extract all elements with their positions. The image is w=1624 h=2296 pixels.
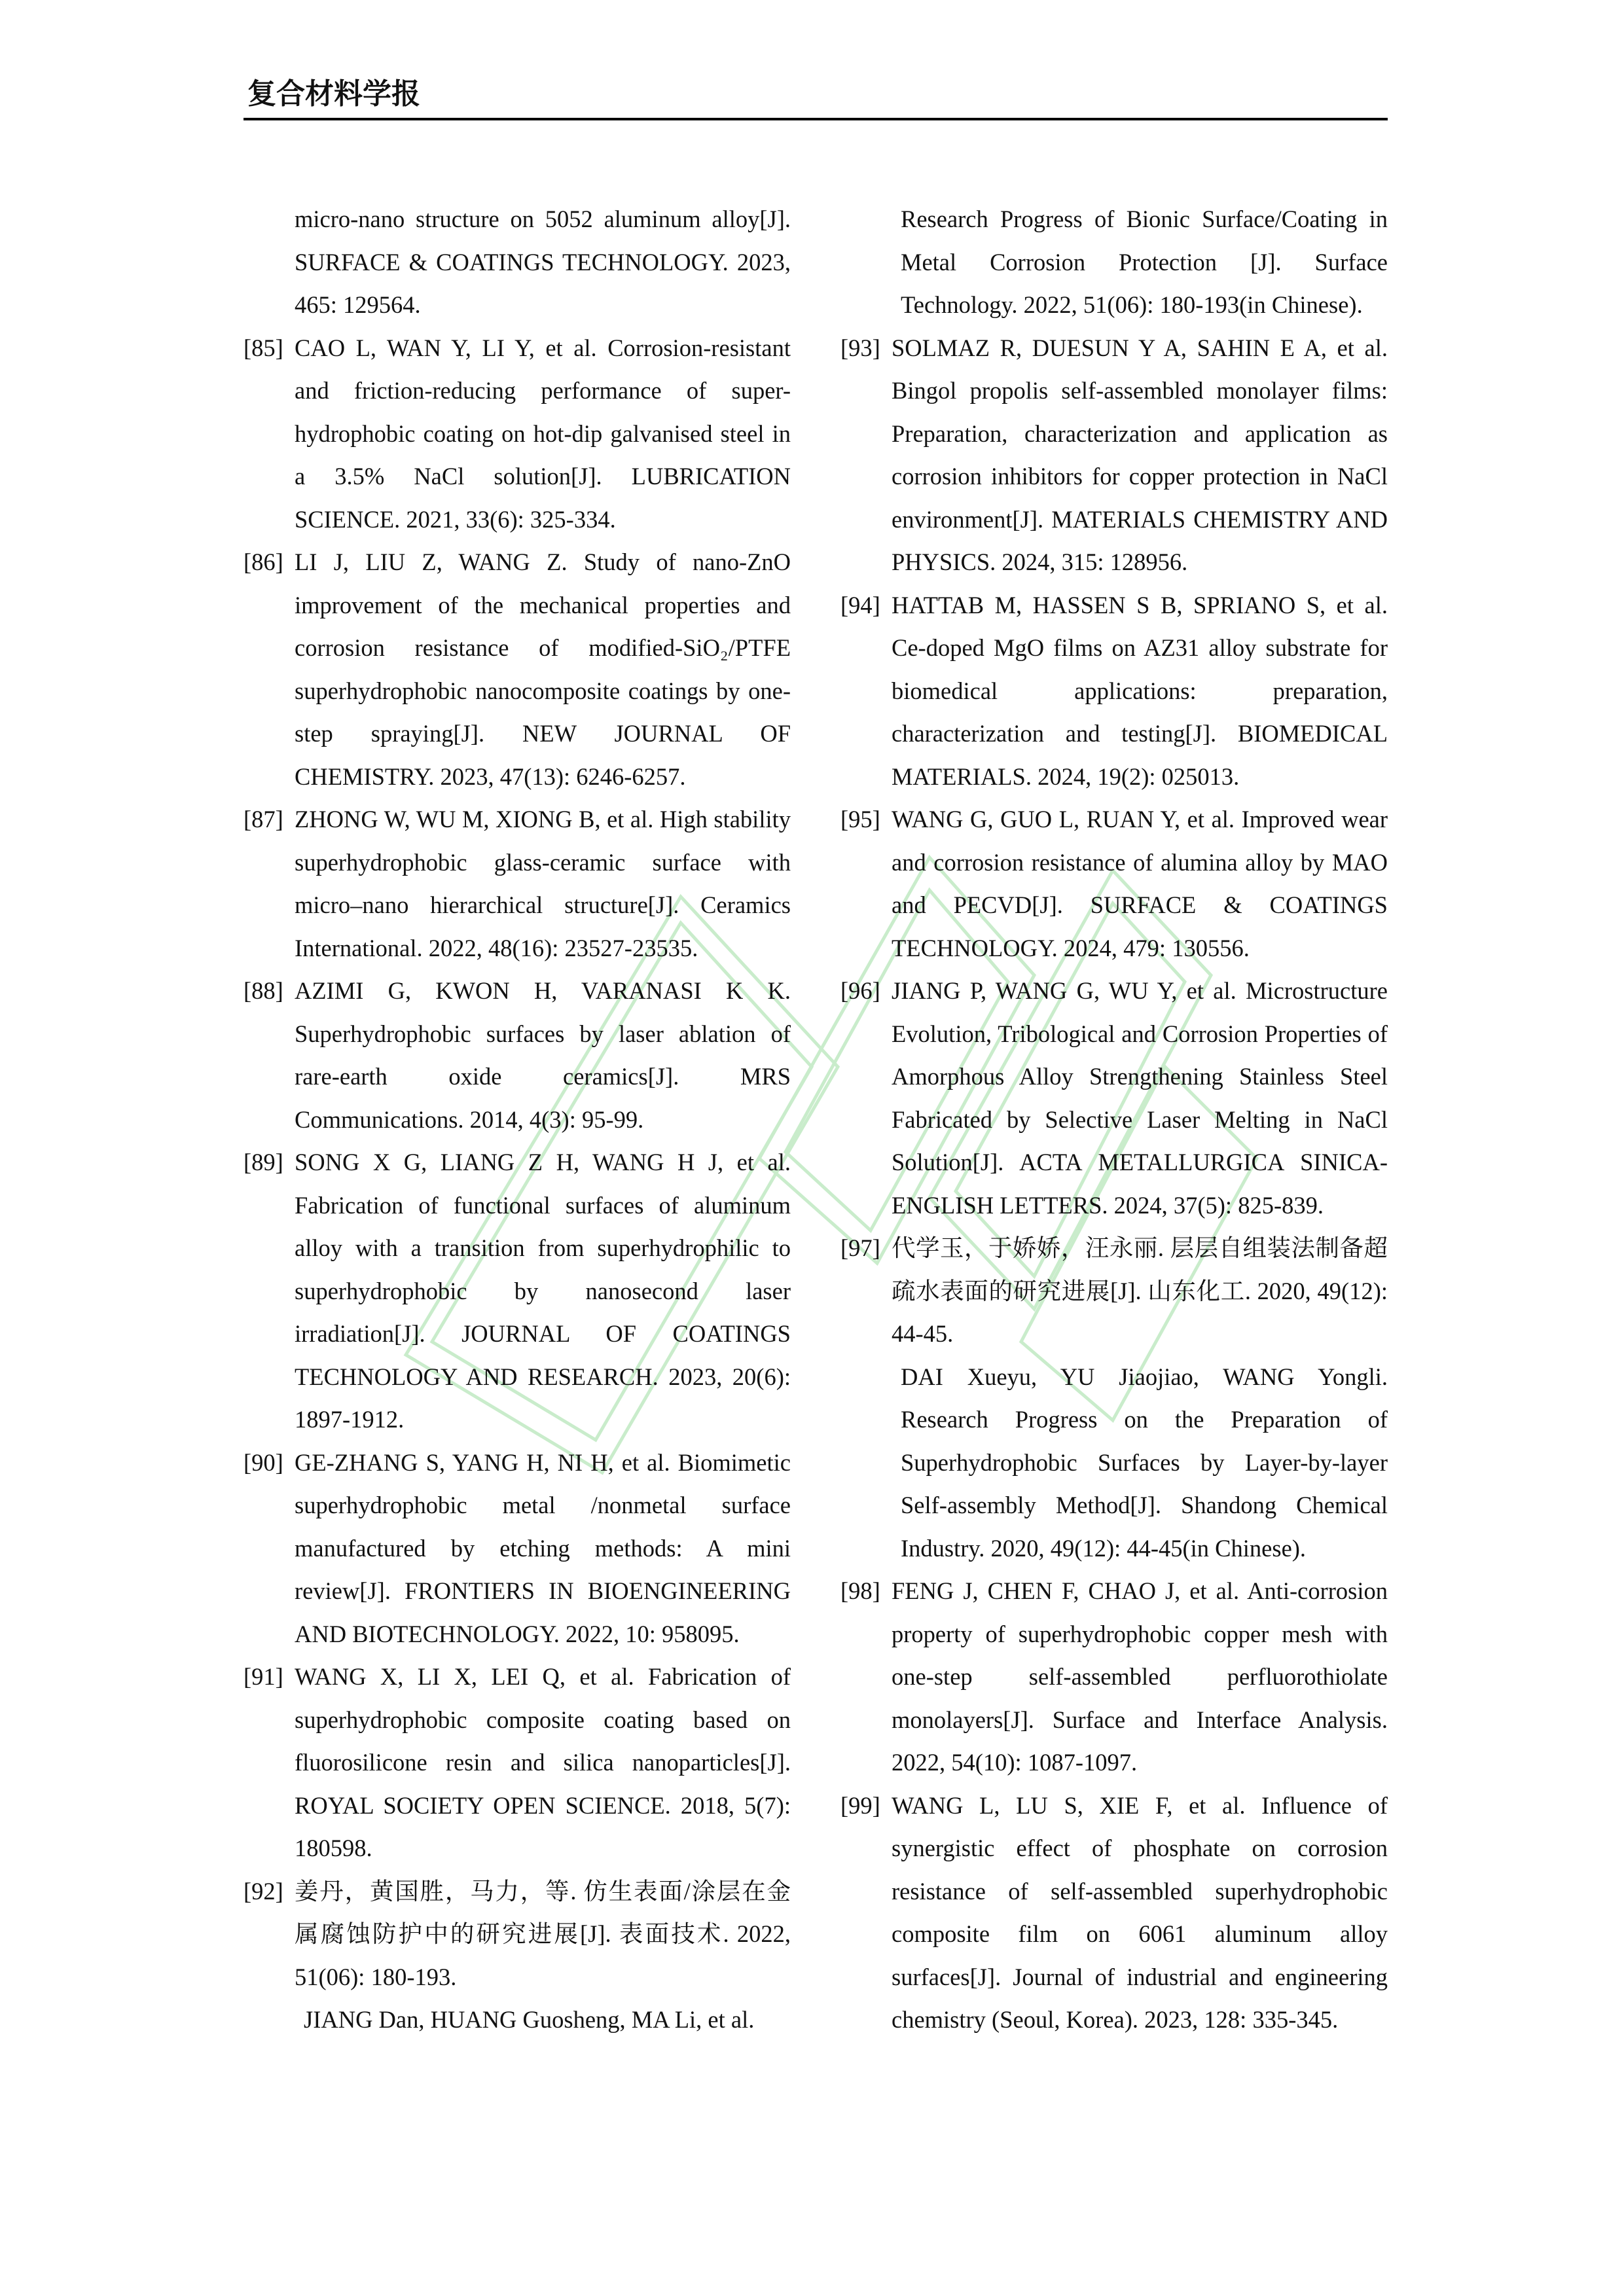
reference-85	[244, 327, 791, 541]
reference-99	[840, 1784, 1388, 2041]
reference-93	[840, 327, 1388, 584]
reference-number: [88]	[244, 977, 283, 1004]
reference-text: AZIMI G, KWON H, VARANASI K K. Superhydrophobic surfaces by laser ablation of rare-earth oxide ceramics[J]. MRS Communications. 2014, 4(3): 95-99.	[295, 977, 791, 1133]
reference-number: [96]	[840, 977, 880, 1004]
reference-number: [98]	[840, 1577, 880, 1604]
reference-text: 姜丹，黄国胜，马力，等. 仿生表面/涂层在金属腐蚀防护中的研究进展[J]. 表面技术. 2022, 51(06): 180-193.	[295, 1877, 791, 1990]
reference-98	[840, 1570, 1388, 1784]
reference-text: LI J, LIU Z, WANG Z. Study of nano-ZnO improvement of the mechanical properties and corrosion resistance of modified-SiO₂/PTFE superhydrophobic nanocomposite coatings by one-step spraying[J]. NEW JOURNAL OF CHEMISTRY. 2023, 47(13): 6246-6257.	[295, 548, 791, 790]
reference-89	[244, 1141, 791, 1441]
reference-text: ZHONG W, WU M, XIONG B, et al. High stability superhydrophobic glass-ceramic surface with micro–nano hierarchical structure[J]. Ceramics International. 2022, 48(16): 23527-23535.	[295, 806, 791, 961]
running-header	[244, 73, 1388, 120]
reference-continuation: micro-nano structure on 5052 aluminum alloy[J]. SURFACE & COATINGS TECHNOLOGY. 2023, 465: 129564.	[295, 206, 791, 318]
reference-92	[244, 1870, 791, 1999]
journal-title: 复合材料学报	[247, 77, 420, 111]
reference-94	[840, 584, 1388, 798]
reference-number: [86]	[244, 548, 283, 575]
reference-number: [85]	[244, 334, 283, 361]
reference-number: [99]	[840, 1791, 880, 1819]
reference-text: 代学玉，于娇娇，汪永丽. 层层自组装法制备超疏水表面的研究进展[J]. 山东化工. 2020, 49(12): 44-45.	[892, 1234, 1388, 1347]
reference-87	[244, 798, 791, 969]
reference-text: GE-ZHANG S, YANG H, NI H, et al. Biomimetic superhydrophobic metal /nonmetal surface manufactured by etching methods: A mini review[J]. FRONTIERS IN BIOENGINEERING AND BIOTECHNOLOGY. 2022, 10: 958095.	[295, 1448, 791, 1647]
reference-text: SONG X G, LIANG Z H, WANG H J, et al. Fabrication of functional surfaces of aluminum alloy with a transition from superhydrophilic to superhydrophobic by nanosecond laser irradiation[J]. JOURNAL OF COATINGS TECHNOLOGY AND RESEARCH. 2023, 20(6): 1897-1912.	[295, 1149, 791, 1433]
reference-91	[244, 1655, 791, 1870]
reference-text: WANG L, LU S, XIE F, et al. Influence of synergistic effect of phosphate on corrosion resistance of self-assembled superhydrophobic composite film on 6061 aluminum alloy surfaces[J]. Journal of industrial and engineering chemistry (Seoul, Korea). 2023, 128: 335-345.	[892, 1791, 1388, 2033]
reference-number: [94]	[840, 591, 880, 619]
reference-text: SOLMAZ R, DUESUN Y A, SAHIN E A, et al. Bingol propolis self-assembled monolayer films: Preparation, characterization and application as corrosion inhibitors for copper protection in NaCl environment[J]. MATERIALS CHEMISTRY AND PHYSICS. 2024, 315: 128956.	[892, 334, 1388, 575]
reference-86	[244, 541, 791, 798]
reference-translation: DAI Xueyu, YU Jiaojiao, WANG Yongli. Research Progress on the Preparation of Superhydrophobic Surfaces by Layer-by-layer Self-assembly Method[J]. Shandong Chemical Industry. 2020, 49(12): 44-45(in Chinese).	[901, 1363, 1388, 1562]
reference-90	[244, 1441, 791, 1656]
reference-translation: JIANG Dan, HUANG Guosheng, MA Li, et al.	[304, 2006, 755, 2033]
left-column	[244, 198, 791, 2041]
reference-text: CAO L, WAN Y, LI Y, et al. Corrosion-resistant and friction-reducing performance of super-hydrophobic coating on hot-dip galvanised steel in a 3.5% NaCl solution[J]. LUBRICATION SCIENCE. 2021, 33(6): 325-334.	[295, 334, 791, 533]
reference-text: WANG G, GUO L, RUAN Y, et al. Improved wear and corrosion resistance of alumina alloy by MAO and PECVD[J]. SURFACE & COATINGS TECHNOLOGY. 2024, 479: 130556.	[892, 806, 1388, 961]
reference-text: HATTAB M, HASSEN S B, SPRIANO S, et al. Ce-doped MgO films on AZ31 alloy substrate for biomedical applications: preparation, characterization and testing[J]. BIOMEDICAL MATERIALS. 2024, 19(2): 025013.	[892, 591, 1388, 790]
reference-text: JIANG P, WANG G, WU Y, et al. Microstructure Evolution, Tribological and Corrosion Properties of Amorphous Alloy Strengthening Stainless Steel Fabricated by Selective Laser Melting in NaCl Solution[J]. ACTA METALLURGICA SINICA-ENGLISH LETTERS. 2024, 37(5): 825-839.	[892, 977, 1388, 1219]
reference-text: FENG J, CHEN F, CHAO J, et al. Anti-corrosion property of superhydrophobic copper mesh with one-step self-assembled perfluorothiolate monolayers[J]. Surface and Interface Analysis. 2022, 54(10): 1087-1097.	[892, 1577, 1388, 1776]
reference-number: [91]	[244, 1663, 283, 1690]
reference-number: [92]	[244, 1877, 283, 1905]
reference-number: [90]	[244, 1448, 283, 1476]
reference-96	[840, 969, 1388, 1227]
reference-translation: Research Progress of Bionic Surface/Coating in Metal Corrosion Protection [J]. Surface Technology. 2022, 51(06): 180-193(in Chinese).	[901, 206, 1388, 318]
reference-95	[840, 798, 1388, 969]
right-column	[840, 198, 1388, 2041]
reference-text: WANG X, LI X, LEI Q, et al. Fabrication of superhydrophobic composite coating based on fluorosilicone resin and silica nanoparticles[J]. ROYAL SOCIETY OPEN SCIENCE. 2018, 5(7): 180598.	[295, 1663, 791, 1861]
reference-number: [93]	[840, 334, 880, 361]
reference-number: [97]	[840, 1234, 880, 1261]
reference-number: [89]	[244, 1149, 283, 1175]
reference-number: [95]	[840, 806, 880, 833]
reference-88	[244, 969, 791, 1141]
reference-number: [87]	[244, 806, 283, 833]
reference-97	[840, 1227, 1388, 1355]
